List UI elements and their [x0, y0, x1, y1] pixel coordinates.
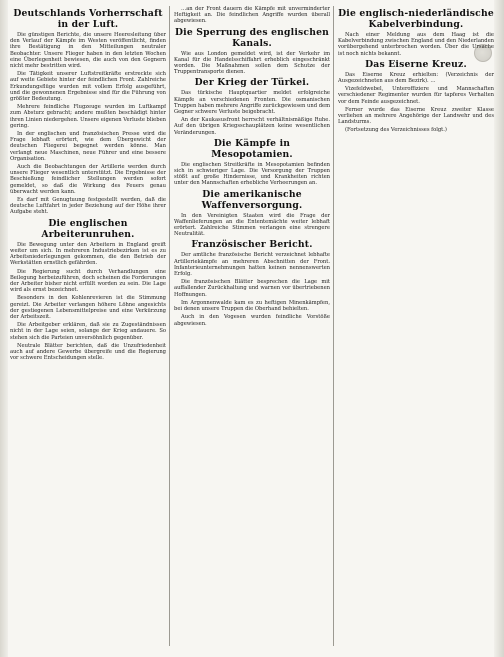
- headline-c2-7: Die Kämpfe in Mesopotamien.: [211, 137, 293, 160]
- article-paragraph-c2-8: Die englischen Streitkräfte in Mesopotamien befinden sich in schwieriger Lage. Die Versorgung der Truppen stößt auf große Hindernisse, und Krankheiten richten unter den Mannschaften erhebliche Verheerungen an.: [174, 161, 330, 187]
- headline-c3-1: Die englisch-niederländische Kabelverbindung.: [338, 8, 494, 30]
- headline-c2-2: Die Sperrung des englischen Kanals.: [174, 26, 329, 49]
- headline-c1-1: Deutschlands Vorherrschaft in der Luft.: [13, 8, 163, 30]
- article-paragraph-c2-15: Auch in den Vogesen wurden feindliche Vorstöße abgewiesen.: [174, 314, 330, 327]
- article-paragraph-c3-6: Ferner wurde das Eiserne Kreuz zweiter Klasse verliehen an mehrere Angehörige der Landwehr und des Landsturms.: [338, 106, 494, 126]
- page-left-edge: [0, 0, 8, 657]
- column-1: [10, 6, 166, 646]
- headline-c2-4: Der Krieg der Türkei.: [194, 77, 310, 89]
- article-paragraph-c1-3: Die Tätigkeit unserer Luftstreitkräfte erstreckte sich auf weite Gebiete hinter der feindlichen Front. Zahlreiche Erkundungsflüge wurden mit vollem Erfolg ausgeführt, und die gewonnenen Ergebnisse sind für die Führung von größter Bedeutung.: [10, 71, 166, 103]
- article-paragraph-c1-7: Es darf mit Genugtuung festgestellt werden, daß die deutsche Luftfahrt in jeder Beziehung auf der Höhe ihrer Aufgabe steht.: [10, 197, 166, 216]
- article-paragraph-c2-14: Im Argonnenwalde kam es zu heftigen Minenkämpfen, bei denen unsere Truppen die Oberhand behielten.: [174, 299, 330, 313]
- article-paragraph-c3-7: (Fortsetzung des Verzeichnisses folgt.): [345, 127, 447, 134]
- column-divider-2: [333, 6, 334, 646]
- article-paragraph-c2-5: Das türkische Hauptquartier meldet erfolgreiche Kämpfe an verschiedenen Fronten. Die osmanischen Truppen haben mehrere Angriffe zurückgewiesen und dem Gegner schwere Verluste beigebracht.: [174, 90, 330, 116]
- article-paragraph-c2-6: An der Kaukasusfront herrscht verhältnismäßige Ruhe. Auf den übrigen Kriegsschauplätzen keine wesentlichen Veränderungen.: [174, 117, 330, 136]
- headline-c1-8: Die englischen Arbeiterunruhen.: [41, 217, 135, 240]
- article-paragraph-c1-9: Die Bewegung unter den Arbeitern in England greift weiter um sich. In mehreren Industriebezirken ist es zu Arbeitsniederlegungen gekommen, die den Betrieb der Werkstätten ernstlich gefährden.: [10, 241, 166, 267]
- headline-c2-11: Französischer Bericht.: [191, 239, 313, 251]
- column-3: [338, 6, 494, 646]
- page-right-edge: [494, 0, 504, 657]
- article-paragraph-c3-5: Vizefeldwebel, Unteroffiziere und Mannschaften verschiedener Regimenter wurden für tapferes Verhalten vor dem Feinde ausgezeichnet.: [338, 86, 494, 105]
- article-paragraph-c1-4: Mehrere feindliche Flugzeuge wurden im Luftkampf zum Absturz gebracht; andere mußten beschädigt hinter ihren Linien niedergehen. Unsere eigenen Verluste blieben gering.: [10, 104, 166, 129]
- column-divider-1: [169, 6, 170, 646]
- article-paragraph-c1-13: Neutrale Blätter berichten, daß die Unzufriedenheit auch auf andere Gewerbe übergreife und die Regierung vor schwere Entscheidungen stelle.: [10, 342, 166, 362]
- headline-c2-9: Die amerikanische Waffenversorgung.: [201, 188, 303, 211]
- article-paragraph-c1-2: Die günstigen Berichte, die unsere Heeresleitung über den Verlauf der Kämpfe im Westen veröffentlicht, finden ihre Bestätigung in den Mitteilungen neutraler Beobachter. Unsere Flieger haben in den letzten Wochen eine Überlegenheit bewiesen, die auch von den Gegnern nicht mehr bestritten wird.: [10, 32, 166, 70]
- article-paragraph-c2-13: Die französischen Blätter besprechen die Lage mit auffallender Zurückhaltung und warnen vor übertriebenen Hoffnungen.: [174, 279, 330, 298]
- article-paragraph-c2-12: Der amtliche französische Bericht verzeichnet lebhafte Artilleriekämpfe an mehreren Abschnitten der Front. Infanterieunternehmungen hatten keinen nennenswerten Erfolg.: [174, 252, 330, 278]
- article-paragraph-c1-5: In der englischen und französischen Presse wird die Frage lebhaft erörtert, wie dem Übergewicht der deutschen Fliegerei begegnet werden könne. Man verlangt neue Maschinen, neue Führer und eine bessere Organisation.: [10, 131, 166, 162]
- article-paragraph-c1-10: Die Regierung sucht durch Verhandlungen eine Beilegung herbeizuführen, doch scheinen die Forderungen der Arbeiter bisher nicht erfüllt worden zu sein. Die Lage wird als ernst bezeichnet.: [10, 268, 166, 294]
- article-paragraph-c2-10: In den Vereinigten Staaten wird die Frage der Waffenlieferungen an die Ententemächte weiter lebhaft erörtert. Zahlreiche Stimmen verlangen eine strengere Neutralität.: [174, 212, 330, 238]
- article-paragraph-c1-6: Auch die Beobachtungen der Artillerie werden durch unsere Flieger wesentlich unterstützt. Die Ergebnisse der Beschießung feindlicher Stellungen werden sofort gemeldet, so daß die Wirkung des Feuers genau überwacht werden kann.: [10, 164, 166, 195]
- column-2: [174, 6, 330, 646]
- article-paragraph-c1-11: Besonders in den Kohlenrevieren ist die Stimmung gereizt. Die Arbeiter verlangen höhere Löhne angesichts der gestiegenen Lebensmittelpreise und eine Verkürzung der Arbeitszeit.: [10, 295, 166, 320]
- article-paragraph-c3-4: Das Eiserne Kreuz erhielten: (Verzeichnis der Ausgezeichneten aus dem Bezirk). …: [338, 71, 494, 85]
- article-paragraph-c2-3: Wie aus London gemeldet wird, ist der Verkehr im Kanal für die Handelsschiffahrt erheblich eingeschränkt worden. Die Maßnahmen sollen dem Schutze der Truppentransporte dienen.: [174, 50, 330, 76]
- article-paragraph-c2-1: …an der Front dauern die Kämpfe mit unverminderter Heftigkeit an. Die feindlichen Angriffe wurden überall abgewiesen.: [174, 6, 330, 25]
- article-paragraph-c1-12: Die Arbeitgeber erklären, daß sie zu Zugeständnissen nicht in der Lage seien, solange der Krieg andauere. So stehen sich die Parteien unversöhnlich gegenüber.: [10, 322, 166, 341]
- headline-c3-3: Das Eiserne Kreuz.: [365, 58, 467, 70]
- article-paragraph-c3-2: Nach einer Meldung aus dem Haag ist die Kabelverbindung zwischen England und den Niederlanden vorübergehend unterbrochen worden. Über die Ursache ist noch nichts bekannt.: [338, 32, 494, 57]
